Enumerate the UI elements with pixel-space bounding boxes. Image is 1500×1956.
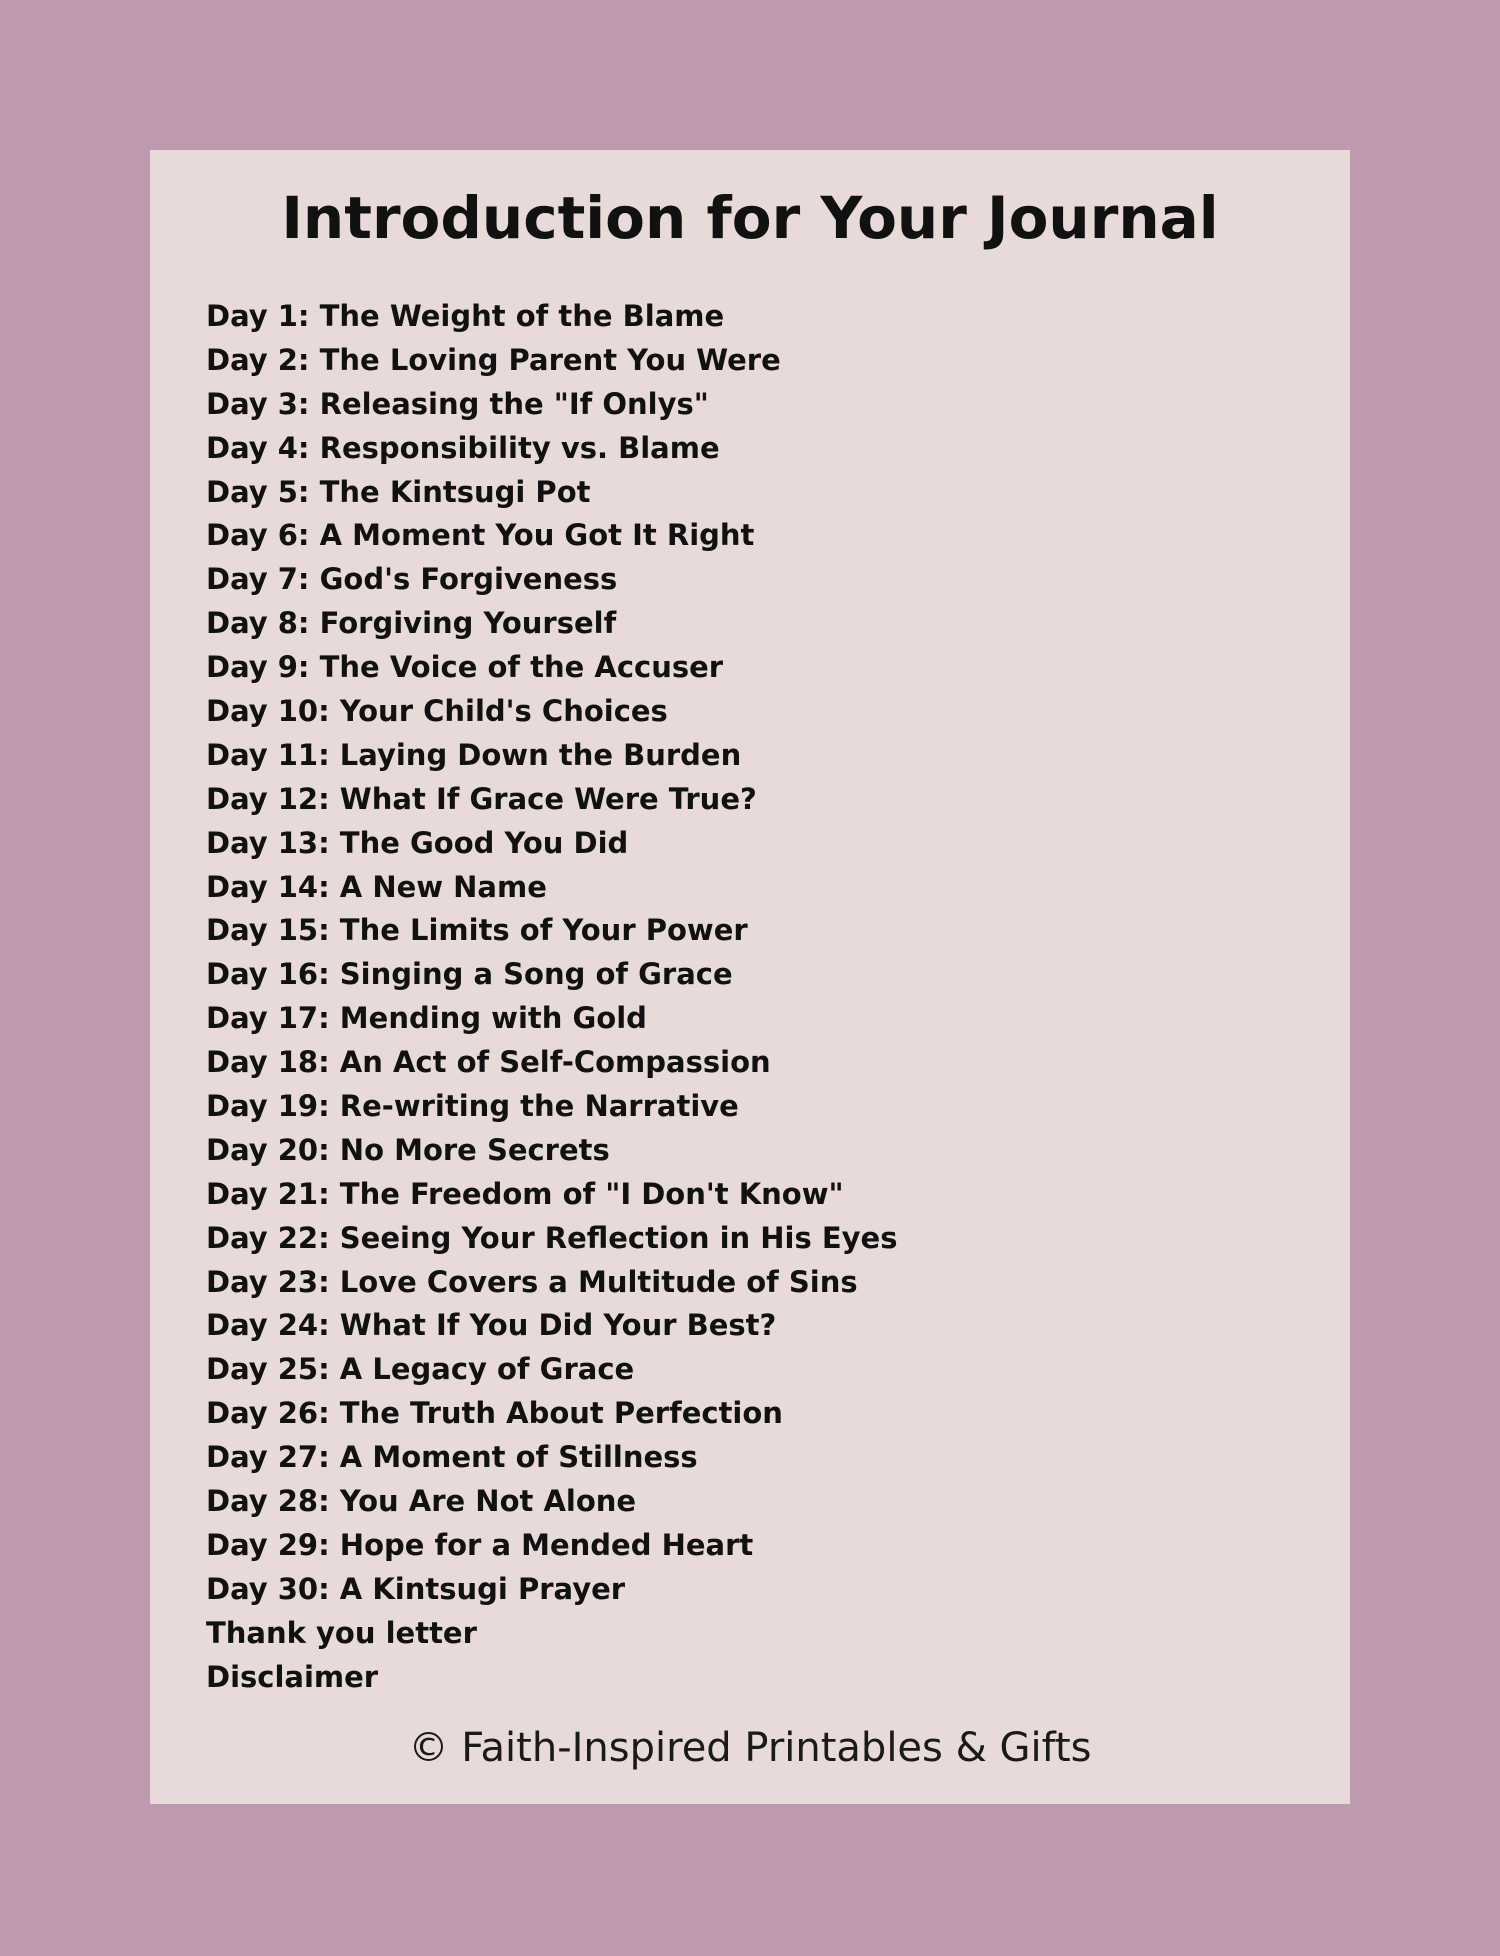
- toc-entry: Day 27: A Moment of Stillness: [206, 1440, 698, 1475]
- toc-entry: Day 7: God's Forgiveness: [206, 562, 618, 597]
- toc-entry: Day 6: A Moment You Got It Right: [206, 518, 755, 553]
- toc-entry: Day 21: The Freedom of "I Don't Know": [206, 1176, 844, 1211]
- toc-entry: Day 30: A Kintsugi Prayer: [206, 1571, 626, 1606]
- toc-entry: Day 20: No More Secrets: [206, 1132, 610, 1167]
- toc-entry: Day 9: The Voice of the Accuser: [206, 650, 724, 685]
- toc-entry: Day 24: What If You Did Your Best?: [206, 1308, 777, 1343]
- toc-entry: Day 1: The Weight of the Blame: [206, 299, 725, 333]
- toc-entry: Day 4: Responsibility vs. Blame: [206, 430, 720, 465]
- toc-entry: Day 17: Mending with Gold: [206, 1001, 647, 1036]
- toc-entry: Disclaimer: [206, 1659, 379, 1694]
- toc-entry: Day 15: The Limits of Your Power: [206, 913, 748, 948]
- toc-entry: Day 13: The Good You Did: [206, 825, 629, 860]
- toc-entry: Day 14: A New Name: [206, 869, 547, 904]
- toc-entry: Day 23: Love Covers a Multitude of Sins: [206, 1264, 858, 1299]
- toc-entry: Day 8: Forgiving Yourself: [206, 606, 617, 641]
- toc-entry: Day 19: Re-writing the Narrative: [206, 1089, 739, 1124]
- journal-card: [150, 150, 1350, 1804]
- toc-entry: Thank you letter: [206, 1615, 477, 1650]
- toc-entry: Day 25: A Legacy of Grace: [206, 1352, 635, 1387]
- toc-entry: Day 16: Singing a Song of Grace: [206, 957, 733, 992]
- page-title: Introduction for Your Journal: [281, 184, 1219, 252]
- toc-entry: Day 3: Releasing the "If Onlys": [206, 386, 709, 421]
- toc-entry: Day 5: The Kintsugi Pot: [206, 474, 591, 509]
- toc-entry: Day 12: What If Grace Were True?: [206, 781, 757, 816]
- toc-entry: Day 22: Seeing Your Reflection in His Eyes: [206, 1220, 898, 1255]
- toc-entry: Day 26: The Truth About Perfection: [206, 1396, 783, 1431]
- toc-entry: Day 11: Laying Down the Burden: [206, 737, 742, 772]
- toc-entry: Day 28: You Are Not Alone: [206, 1484, 637, 1519]
- toc-entry: Day 18: An Act of Self-Compassion: [206, 1045, 771, 1080]
- toc-entry: Day 29: Hope for a Mended Heart: [206, 1527, 754, 1562]
- toc-entry: Day 2: The Loving Parent You Were: [206, 342, 781, 377]
- toc-entry: Day 10: Your Child's Choices: [206, 694, 668, 729]
- copyright-notice: © Faith-Inspired Printables & Gifts: [408, 1725, 1092, 1771]
- table-of-contents: [206, 295, 897, 1700]
